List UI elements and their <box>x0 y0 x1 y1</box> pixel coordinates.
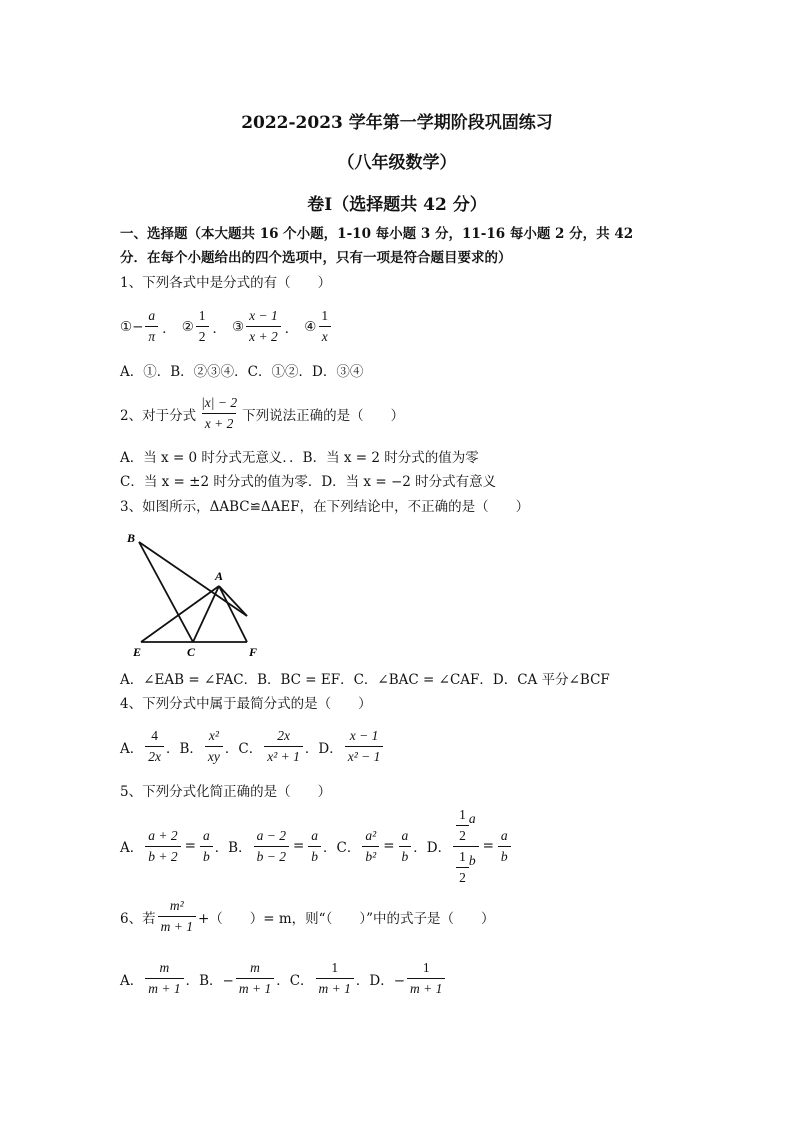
q5-B-d2: b <box>308 846 321 865</box>
q6-B-num: m <box>250 960 260 975</box>
label-E: E <box>133 645 142 658</box>
q1-f1-num: a <box>148 308 156 323</box>
q5-A-right <box>200 828 213 865</box>
q4-D-num: x − 1 <box>349 728 379 743</box>
q5-D-top <box>453 807 479 846</box>
q6-D-label: ．D．− <box>355 972 406 989</box>
q5-B-left <box>254 828 289 865</box>
q6-A-num: m <box>159 960 170 975</box>
q1-f2-den: 2 <box>196 326 209 345</box>
q5-A-n2: a <box>202 827 210 843</box>
q1-f1-den: π <box>145 326 158 345</box>
q6-A-label: A． <box>120 972 144 989</box>
q6-stem <box>120 898 494 935</box>
q5-D-b: b <box>468 853 476 868</box>
q2-fraction <box>198 395 240 432</box>
q5-D-a: a <box>468 811 476 826</box>
q4-D-label: ．D． <box>304 740 343 757</box>
q5-B-n1: a − 2 <box>256 827 286 843</box>
q1-stem: 1、下列各式中是分式的有（ ） <box>120 275 332 291</box>
q4-A-den: 2x <box>145 746 164 765</box>
q1-mark-1: ① <box>120 318 133 335</box>
q3-figure <box>125 528 275 658</box>
exam-subtitle: （八年级数学） <box>337 153 457 173</box>
q6-C-fraction <box>316 960 354 997</box>
q1-mark-4: ④ <box>304 318 317 335</box>
q2-stem-prefix: 2、对于分式 <box>120 407 197 424</box>
q5-D-left <box>453 807 479 886</box>
q5-A-d2: b <box>200 846 213 865</box>
q5-D-right-num: a <box>500 827 508 843</box>
q2-den: x + 2 <box>202 413 237 432</box>
q1-f3-num: x − 1 <box>249 308 278 323</box>
q6-D-den: m + 1 <box>407 978 445 997</box>
q5-D-label: ．D． <box>413 840 452 856</box>
q4-stem: 4、下列分式中属于最简分式的是（ ） <box>120 696 372 712</box>
q2-num: |x| − 2 <box>201 395 238 410</box>
q6-B-fraction <box>236 960 274 997</box>
q5-B-d1: b − 2 <box>254 846 289 865</box>
q5-C-d1: b² <box>362 846 379 865</box>
q6-C-label: ．C． <box>276 972 314 989</box>
q1-fraction-2 <box>196 308 209 345</box>
q6-B-label: ．B．− <box>185 972 234 989</box>
q6-stem-rest: +（ ）= m，则“（ ）”中的式子是（ ） <box>197 910 495 927</box>
q5-D-half-num-2: 1 <box>459 848 466 864</box>
q1-minus: − <box>132 318 144 335</box>
q6-num: m² <box>169 898 184 913</box>
q2-options-ab: A．当 x = 0 时分式无意义．．B．当 x = 2 时分式的值为零 <box>120 450 479 466</box>
q4-A-num: 4 <box>151 728 158 743</box>
q5-D-half-a <box>456 807 469 844</box>
q1-fraction-1 <box>145 308 158 345</box>
label-C: C <box>187 645 196 658</box>
label-B: B <box>127 531 136 545</box>
q6-stem-prefix: 6、若 <box>120 910 156 927</box>
q1-fraction-4 <box>318 308 331 345</box>
q5-D-half-den-2: 2 <box>456 867 469 886</box>
label-A: A <box>215 569 224 583</box>
q4-B-den: xy <box>205 746 223 765</box>
q5-A-left <box>145 828 180 865</box>
q4-D-den: x² − 1 <box>345 746 384 765</box>
q6-A-fraction <box>145 960 183 997</box>
q2-options-cd: C．当 x = ±2 时分式的值为零．D．当 x = −2 时分式有意义 <box>120 474 497 490</box>
q4-A-label: A． <box>120 740 144 757</box>
label-F: F <box>249 645 258 658</box>
q1-f2-num: 1 <box>198 308 206 323</box>
triangle-diagram <box>125 528 275 658</box>
q6-fraction <box>158 898 196 935</box>
instructions-line1: 一、选择题（本大题共 16 个小题，1-10 每小题 3 分，11-16 每小题 2 分，共 42 <box>120 226 634 242</box>
q4-A-fraction <box>145 728 164 765</box>
q6-options <box>120 960 447 997</box>
q5-C-label: ．C． <box>323 840 361 856</box>
q1-f3-den: x + 2 <box>246 326 281 345</box>
q5-D-half-num-1: 1 <box>459 806 466 822</box>
q5-D-bottom <box>453 846 479 886</box>
q5-D-right-den: b <box>498 846 511 865</box>
q6-C-den: m + 1 <box>316 978 354 997</box>
q1-f4-num: 1 <box>321 308 329 323</box>
q3-options: A．∠EAB = ∠FAC．B．BC = EF．C．∠BAC = ∠CAF．D．CA 平分∠BCF <box>120 672 610 688</box>
q2-stem-suffix: 下列说法正确的是（ ） <box>242 407 405 424</box>
q1-mark-2: ② <box>181 318 194 335</box>
q6-B-den: m + 1 <box>236 978 274 997</box>
q5-C-right <box>399 828 412 865</box>
q5-stem: 5、下列分式化简正确的是（ ） <box>120 784 332 800</box>
q5-B-label: ．B． <box>214 840 252 856</box>
q5-D-right <box>498 828 511 865</box>
q1-expressions: ① − $\frac{a}{\pi}$ ． ② $\frac{1}{2}$ ． ③ $\frac{x - 1}{x + 2}$ ． ④ $\frac{1}{x}$ <box>120 308 333 345</box>
q5-B-right <box>308 828 321 865</box>
q6-D-fraction <box>407 960 445 997</box>
q4-D-fraction <box>345 728 384 765</box>
q4-options <box>120 728 385 765</box>
q4-C-num: 2x <box>277 728 290 743</box>
q5-A-d1: b + 2 <box>145 846 180 865</box>
q4-C-fraction <box>264 728 303 765</box>
q5-options: A． $\frac{a + 2}{b + 2}$ = $\frac{a}{b}$ ．B． $\frac{a - 2}{b - 2}$ = $\frac{a}{b}$ ．C． $\frac{\text{a²}}{\text{b²}}$ = $\frac{a}{b}$ ．D． $\frac{1}{2}$ a $\frac{1}{2}$ b = $\frac{a}{b}$ <box>120 806 513 886</box>
q1-mark-3: ③ <box>232 318 245 335</box>
q2-stem <box>120 395 404 432</box>
q5-D-half-b <box>456 849 469 886</box>
q4-B-label: ．B． <box>166 740 203 757</box>
q6-A-den: m + 1 <box>145 978 183 997</box>
q5-D-half-den-1: 2 <box>456 825 469 844</box>
exam-title: 2022-2023 学年第一学期阶段巩固练习 <box>241 113 553 133</box>
q5-C-left <box>362 828 379 865</box>
section-title: 卷Ⅰ（选择题共 42 分） <box>307 195 487 215</box>
q5-C-n2: a <box>401 827 409 843</box>
q6-D-num: 1 <box>422 960 430 975</box>
q4-B-fraction <box>205 728 223 765</box>
q5-A-label: A． <box>120 840 144 856</box>
q4-C-label: ．C． <box>224 740 263 757</box>
q5-C-n1: a² <box>365 827 377 843</box>
q5-B-n2: a <box>311 827 319 843</box>
q1-options: A．①．B．②③④．C．①②．D．③④ <box>120 364 364 380</box>
instructions-line2: 分．在每个小题给出的四个选项中，只有一项是符合题目要求的） <box>120 250 512 266</box>
q4-C-den: x² + 1 <box>264 746 303 765</box>
q1-f4-den: x <box>319 326 331 345</box>
q4-B-num: x² <box>208 728 219 743</box>
q6-den: m + 1 <box>158 916 196 935</box>
q6-C-num: 1 <box>331 960 339 975</box>
q3-stem: 3、如图所示，ΔABC≌ΔAEF，在下列结论中，不正确的是（ ） <box>120 499 530 515</box>
q5-A-n1: a + 2 <box>148 827 178 843</box>
q1-fraction-3 <box>246 308 281 345</box>
q5-C-d2: b <box>399 846 412 865</box>
